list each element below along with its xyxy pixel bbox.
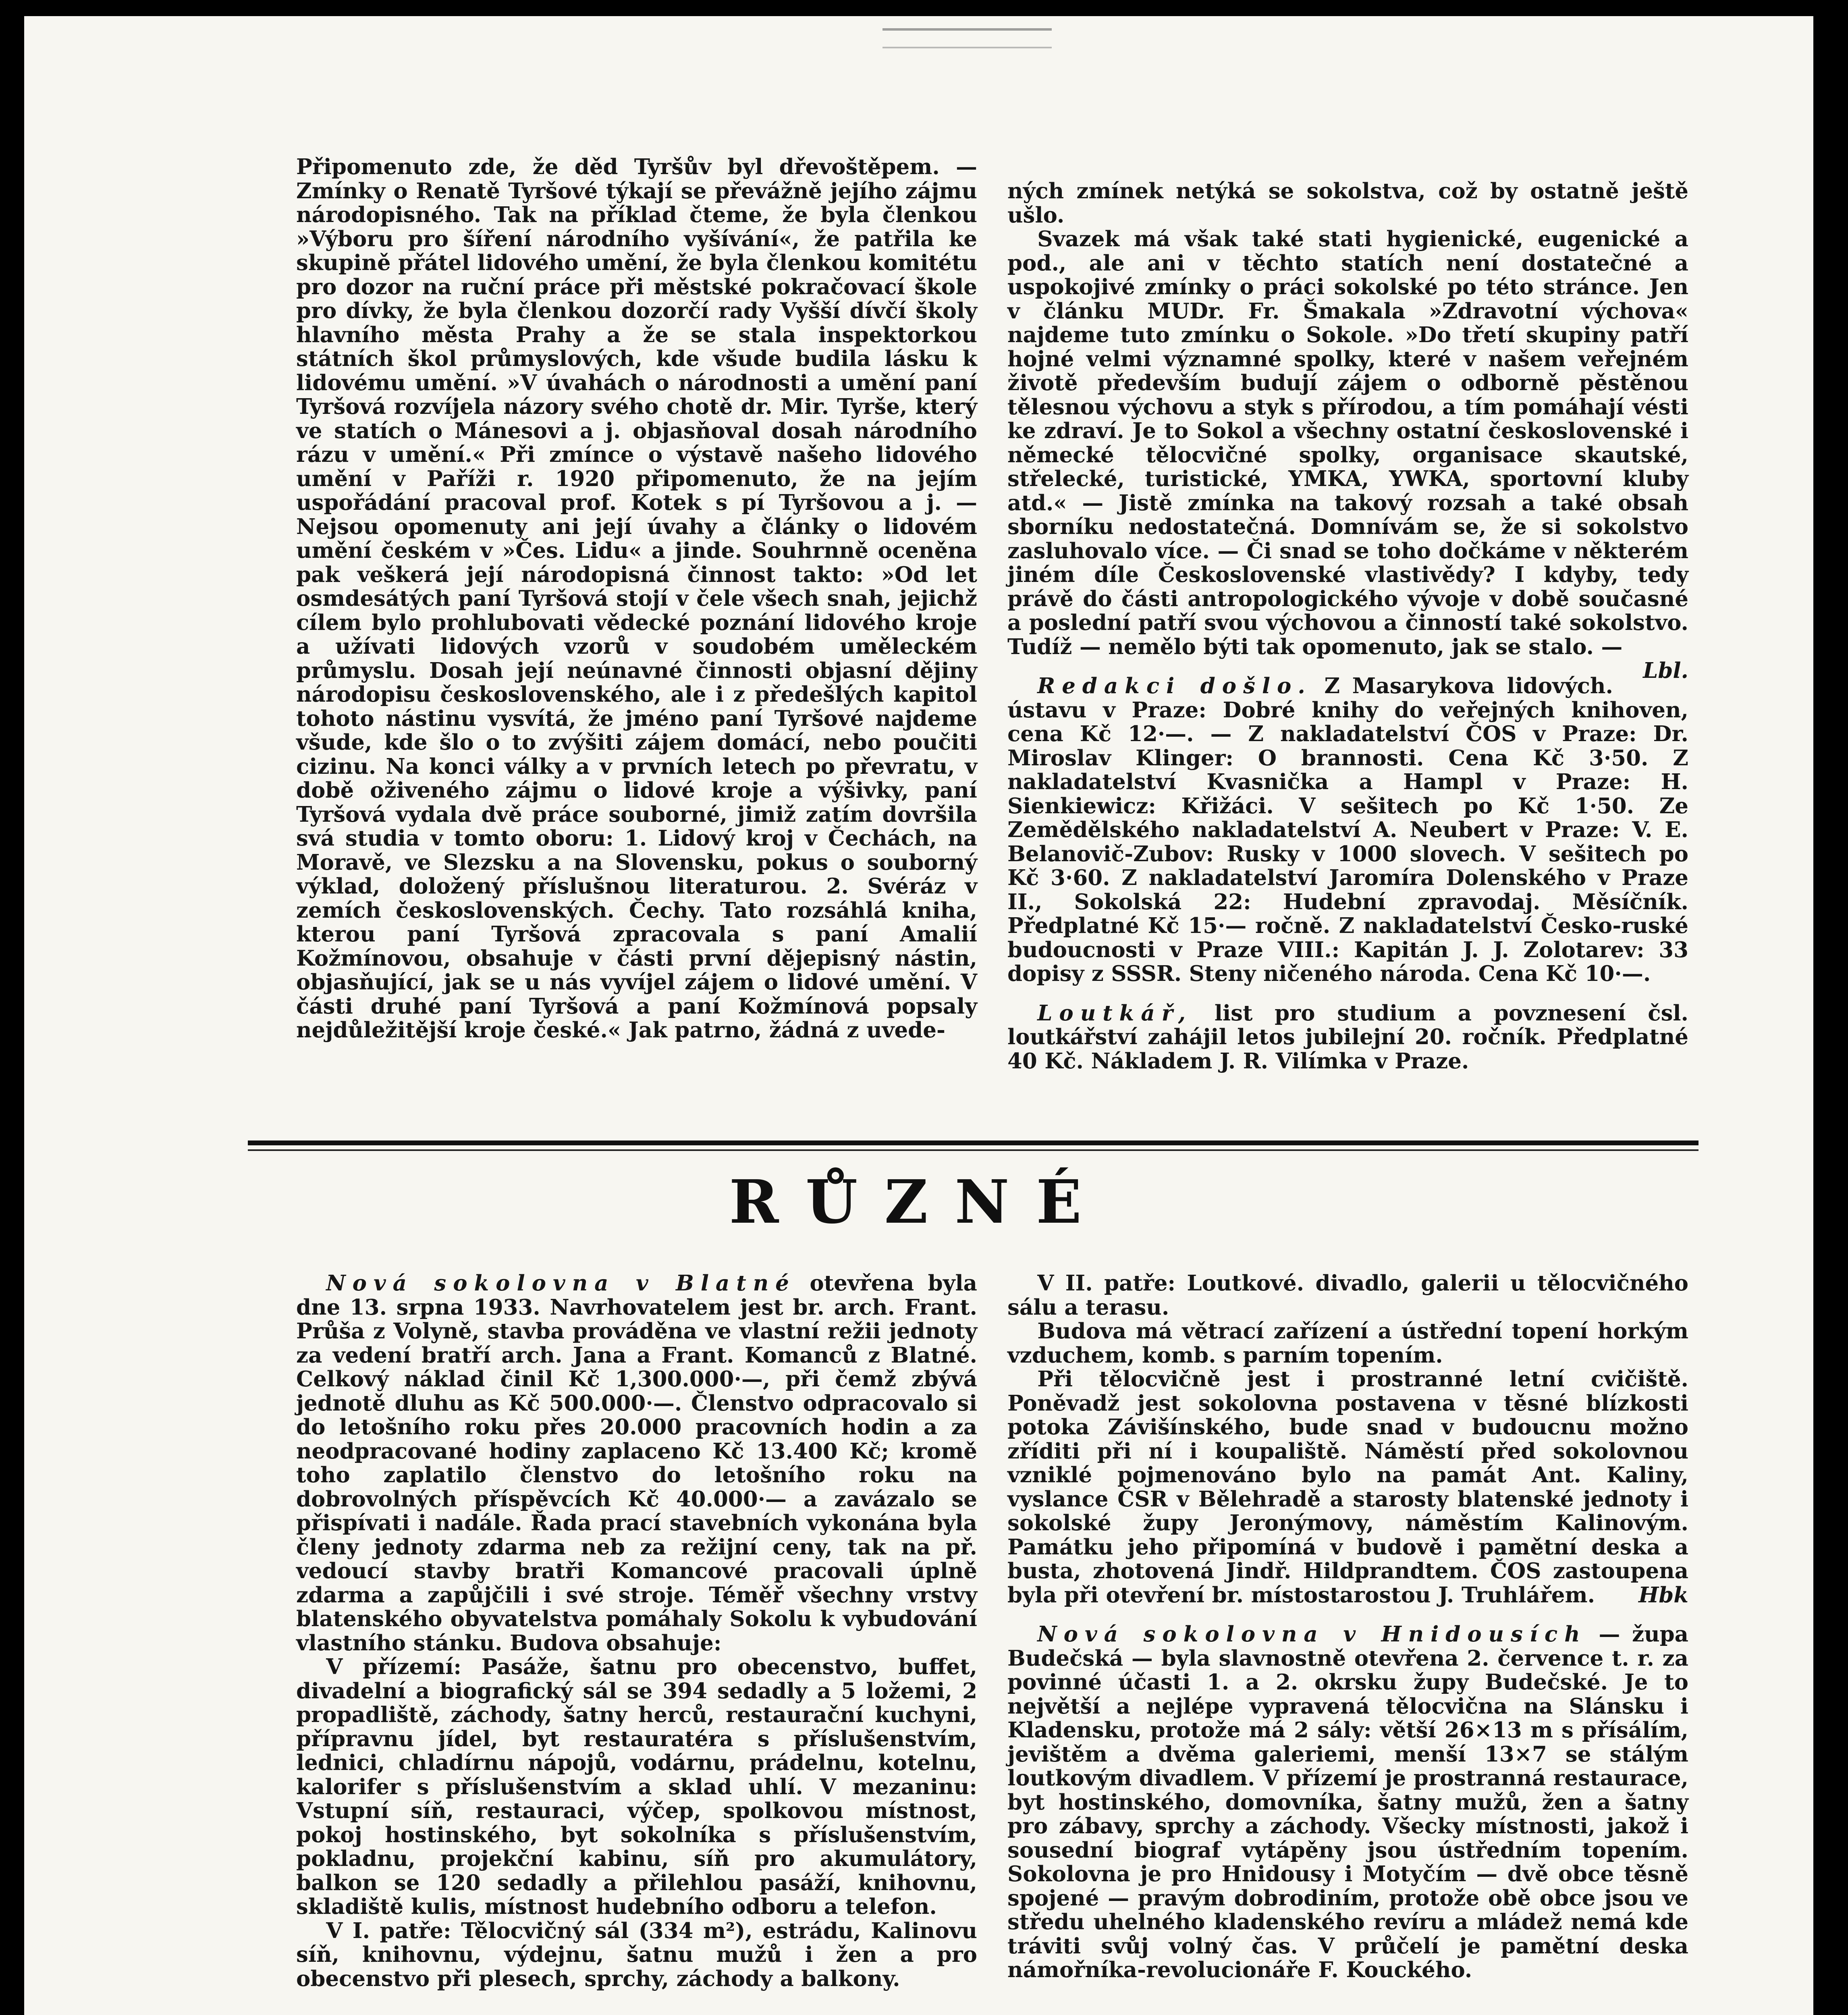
- bottom-right-column: [1007, 1271, 1688, 1982]
- page-sheet: [24, 16, 1813, 2015]
- signature: Lbl.: [1643, 658, 1688, 683]
- paragraph: [1007, 1001, 1688, 1074]
- bottom-left-column: [296, 1271, 977, 1991]
- paragraph-text: Při tělocvičně jest i prostranné letní cvičiště. Poněvadž jest sokolovna postavena v těsné blízkosti potoka Závišínského, bude snad v budoucnu možno zříditi při ní i koupaliště. Náměstí před sokolovnou vzniklé pojmenováno bylo na památ Ant. Kaliny, vyslance ČSR v Bělehradě a starosty blatenské jednoty i sokolské župy Jeronýmovy, náměstím Kalinovým. Památku jeho připomíná v budově i pamětní deska a busta, zhotovená Jindř. Hildprandtem. ČOS zastoupena byla při otevření br. místostarostou J. Truhlářem.: [1007, 1367, 1688, 1608]
- section-title: RŮZNÉ: [729, 1167, 1109, 1237]
- paragraph-text: Svazek má však také stati hygienické, eugenické a pod., ale ani v těchto statích není dostatečné a uspokojivé zmínky o práci sokolské po této stránce. Jen v článku MUDr. Fr. Šmakala »Zdravotní výchova« najdeme tuto zmínku o Sokole. »Do třetí skupiny patří hojné velmi významné spolky, které v našem veřejném životě především budují zájem o odborně pěstěnou tělesnou výchovu a styk s přírodou, a tím pomáhají vésti ke zdraví. Je to Sokol a všechny ostatní československé i německé tělocvičné spolky, organisace skautské, střelecké, turistické, YMKA, YWKA, sportovní kluby atd.« — Jistě zmínka na takový rozsah a také obsah sborníku nedostatečná. Domnívám se, že si sokolstvo zasluhovalo více. — Či snad se toho dočkáme v některém jiném díle Československé vlastivědy? I kdyby, tedy právě do části antropologického vývoje v době současné a poslední patří svou výchovou a činností také sokolstvo. Tudíž — nemělo býti tak opomenuto, jak se stalo. —: [1007, 226, 1688, 659]
- section-rule: [248, 1140, 1698, 1145]
- top-left-column: [296, 155, 977, 1043]
- paragraph: V přízemí: Pasáže, šatnu pro obecenstvo, buffet, divadelní a biografický sál se 394 sedadly a 5 ložemi, 2 propadliště, záchody, šatny herců, restaurační kuchyni, přípravnu jídel, byt restauratéra s příslušenstvím, lednici, chladírnu nápojů, vodárnu, prádelnu, kotelnu, kalorifer s příslušenstvím a sklad uhlí. V mezaninu: Vstupní síň, restauraci, výčep, spolkovou místnost, pokoj hostinského, byt sokolníka s příslušenstvím, pokladnu, projekční kabinu, síň pro akumulátory, balkon se 120 sedadly a přilehlou pasáží, knihovnu, skladiště kulis, místnost hudebního odboru a telefon.: [296, 1654, 977, 1919]
- paragraph: [1007, 1367, 1688, 1607]
- paragraph: Připomenuto zde, že děd Tyršův byl dřevoštěpem. — Zmínky o Renatě Tyršové týkají se převážně jejího zájmu národopisného. Tak na příklad čteme, že byla členkou »Výboru pro šíření národního vyšívání«, že patřila ke skupině přátel lidového umění, že byla členkou komitétu pro dozor na ruční práce při městské pokračovací škole pro dívky, že byla členkou dozorčí rady Vyšší dívčí školy hlavního města Prahy a že se stala inspektorkou státních škol průmyslových, kde všude budila lásku k lidovému umění. »V úvahách o národnosti a umění paní Tyršová rozvíjela názory svého chotě dr. Mir. Tyrše, který ve statích o Mánesovi a j. objasňoval dosah národního rázu v umění.« Při zmínce o výstavě našeho lidového umění v Paříži r. 1920 připomenuto, že na jejím uspořádání pracoval prof. Kotek s pí Tyršovou a j. — Nejsou opomenuty ani její úvahy a články o lidovém umění českém v »Čes. Lidu« a jinde. Souhrnně oceněna pak veškerá její národopisná činnost takto: »Od let osmdesátých paní Tyršová stojí v čele všech snah, jejichž cílem bylo prohlubovati vědecké poznání lidového kroje a užívati lidových vzorů v soudobém uměleckém průmyslu. Dosah její neúnavné činnosti objasní dějiny národopisu československého, ale i z předešlých kapitol tohoto nástinu vysvítá, že jméno paní Tyršové najdeme všude, kde šlo o to zvýšiti zájem domácí, nebo poučiti cizinu. Na konci války a v prvních letech po převratu, v době oživeného zájmu o lidové kroje a výšivky, paní Tyršová vydala dvě práce souborné, jimiž zatím dovršila svá studia v tomto oboru: 1. Lidový kroj v Čechách, na Moravě, ve Slezsku a na Slovensku, pokus o souborný výklad, doložený příslušnou literaturou. 2. Svéráz v zemích československých. Čechy. Tato rozsáhlá kniha, kterou paní Tyršová zpracovala s paní Amalií Kožmínovou, obsahuje v části první dějepisný nástin, objasňující, jak se u nás vyvíjel zájem o lidové umění. V části druhé paní Tyršová a paní Kožmínová popsaly nejdůležitější kroje české.« Jak patrno, žádná z uvede-: [296, 154, 977, 1043]
- paragraph-text: Z Masarykova lidových. ústavu v Praze: Dobré knihy do veřejných knihoven, cena Kč 12·—. — Z nakladatelství ČOS v Praze: Dr. Miroslav Klinger: O brannosti. Cena Kč 3·50. Z nakladatelství Kvasnička a Hampl v Praze: H. Sienkiewicz: Křižáci. V sešitech po Kč 1·50. Ze Zemědělského nakladatelství A. Neubert v Praze: V. E. Belanovič-Zubov: Rusky v 1000 slovech. V sešitech po Kč 3·60. Z nakladatelství Jaromíra Dolenského v Praze II., Sokolská 22: Hudební zpravodaj. Měsíčník. Předplatné Kč 15·— ročně. Z nakladatelství Česko-ruské budoucnosti v Praze VIII.: Kapitán J. J. Zolotarev: 33 dopisy z SSSR. Steny ničeného národa. Cena Kč 10·—.: [1007, 673, 1688, 986]
- paragraph: V I. patře: Tělocvičný sál (334 m²), estrádu, Kalinovu síň, knihovnu, výdejnu, šatnu mužů i žen a pro obecenstvo při plesech, sprchy, záchody a balkony.: [296, 1918, 977, 1991]
- paragraph: V II. patře: Loutkové. divadlo, galerii u tělocvičného sálu a terasu.: [1007, 1271, 1688, 1320]
- paragraph: [296, 1271, 977, 1655]
- scan-mark: [882, 28, 1052, 48]
- paragraph-text: otevřena byla dne 13. srpna 1933. Navrhovatelem jest br. arch. Frant. Průša z Volyně, stavba prováděna ve vlastní režii jednoty za vedení bratří arch. Jana a Frant. Komanců z Blatné. Celkový náklad činil Kč 1,300.000·—, při čemž zbývá jednotě dluhu as Kč 500.000·—. Členstvo odpracovalo si do letošního roku přes 20.000 pracovních hodin a za neodpracované hodiny zaplaceno Kč 13.400 Kč; kromě toho zaplatilo členstvo do letošního roku na dobrovolných příspěvcích Kč 40.000·— a zavázalo se přispívati i nadále. Řada prací stavebních vykonána byla členy jednoty zdarma neb za režijní ceny, tak na př. vedoucí stavby bratři Komancové pracovali úplně zdarma a zapůjčili i své stroje. Téměř všechny vrstvy blatenského obyvatelstva pomáhaly Sokolu k vybudování vlastního stánku. Budova obsahuje:: [296, 1271, 977, 1656]
- paragraph-text: list pro studium a povznesení čsl. loutkářství zahájil letos jubilejní 20. ročník. Předplatné 40 Kč. Nákladem J. R. Vilímka v Praze.: [1007, 1000, 1688, 1074]
- paragraph: [1007, 1622, 1688, 1982]
- item-heading: Nová sokolovna v Hnidousích: [1037, 1622, 1587, 1647]
- paragraph-text: — župa Budečská — byla slavnostně otevřena 2. července t. r. za povinné účasti 1. a 2. okrsku župy Budečské. Je to největší a nejlépe vypravená tělocvična na Slánsku i Kladensku, protože má 2 sály: větší 26×13 m s přísálím, jevištěm a dvěma galeriemi, menší 13×7 se stálým loutkovým divadlem. V přízemí je prostranná restaurace, byt hostinského, domovníka, šatny mužů, žen a šatny pro zábavy, sprchy a záchody. Všecky místnosti, jakož i sousední biograf vytápěny jsou ústředním topením. Sokolovna je pro Hnidousy i Motyčím — dvě obce těsně spojené — pravým dobrodiním, protože obě obce jsou ve středu uhelného kladenského revíru a mládež nemá kde tráviti svůj volný čas. V průčelí je pamětní deska námořníka-revolucionáře F. Kouckého.: [1007, 1622, 1688, 1982]
- paragraph: ných zmínek netýká se sokolstva, což by ostatně ještě ušlo.: [1007, 179, 1688, 228]
- paragraph: [1007, 674, 1688, 986]
- paragraph: [1007, 226, 1688, 683]
- item-heading: Loutkář,: [1037, 1000, 1193, 1026]
- top-right-column: [1007, 179, 1688, 1073]
- item-heading: Redakci došlo.: [1037, 673, 1312, 698]
- signature: Hbk: [1638, 1582, 1688, 1608]
- paragraph: Budova má větrací zařízení a ústřední topení horkým vzduchem, komb. s parním topením.: [1007, 1319, 1688, 1368]
- item-heading: Nová sokolovna v Blatné: [326, 1271, 796, 1296]
- section-rule-thin: [248, 1149, 1698, 1151]
